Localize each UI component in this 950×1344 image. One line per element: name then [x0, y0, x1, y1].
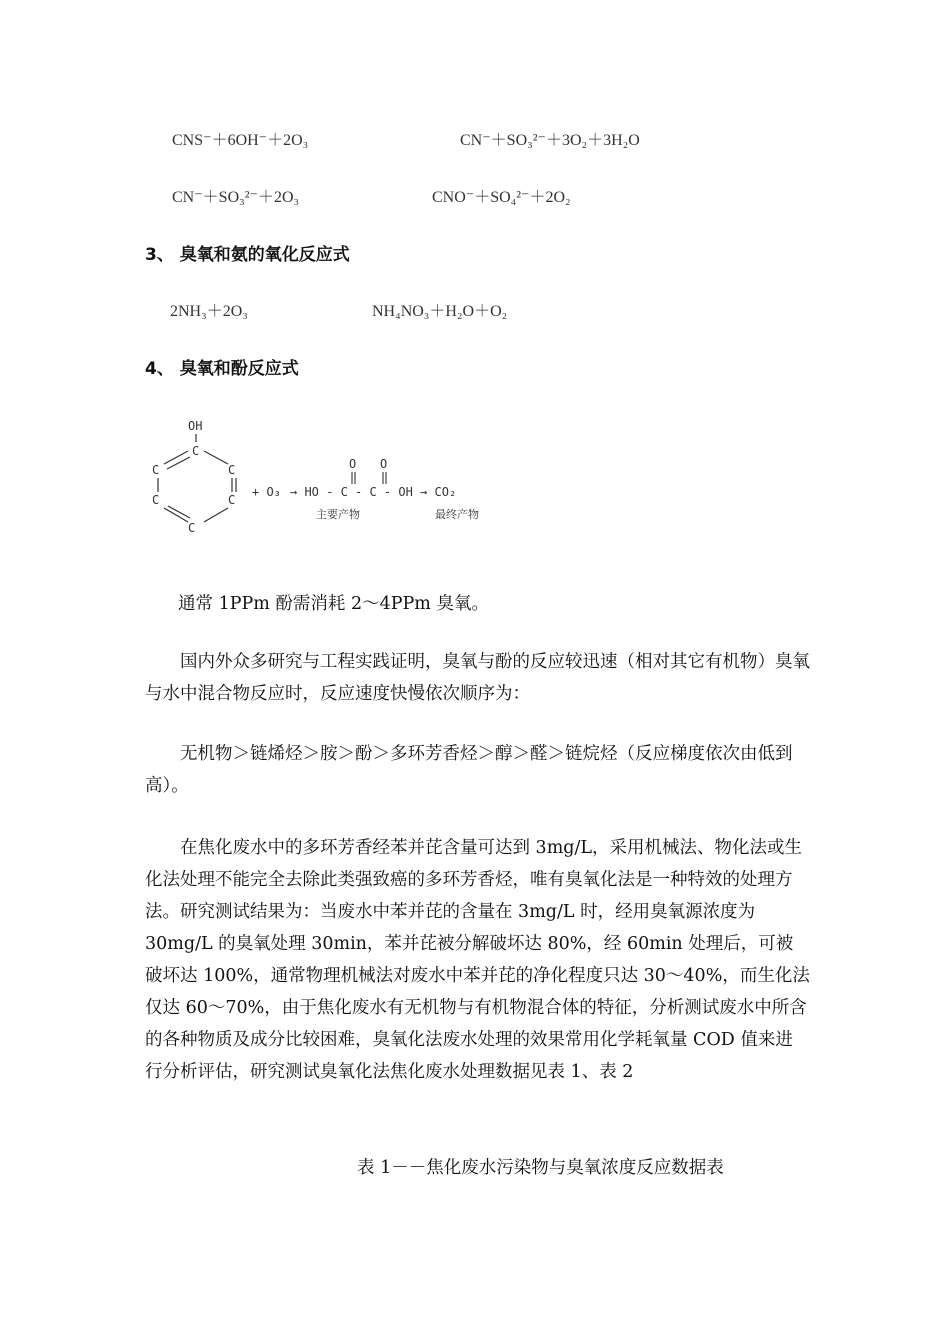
atom-c3: C — [228, 463, 236, 477]
equation-ammonia-left: 2NH₃＋2O₃ — [170, 303, 248, 320]
paragraph-phenol-ratio: 通常 1PPm 酚需消耗 2～4PPm 臭氧。 — [178, 594, 489, 614]
atom-c1: C — [192, 444, 200, 458]
ring-bonds — [158, 451, 236, 522]
paragraph-benzopyrene: 在焦化废水中的多环芳香经苯并芘含量可达到 3mg/L，采用机械法、物化法或生化法处理不能完全去除此类强致癌的多环芳香烃，唯有臭氧化法是一种特效的处理方法。研究测试结果为：当废水中苯并芘的含量在 3mg/L 时，经用臭氧源浓度为 30mg/L 的臭氧处理 30min，苯并芘被分解破坏达 80%，经 60min 处理后，可被破坏达 100%，通常物理机械法对废水中苯并芘的净化程度只达 30～40%，而生化法仅达 60～70%，由于焦化废水有无机物与有机物混合体的特征，分析测试废水中所含的各种物质及成分比较困难，臭氧化法废水处理的效果常用化学耗氧量 COD 值来进行分析评估，研究测试臭氧化法焦化废水处理数据见表 1、表 2 — [145, 838, 810, 1082]
carbonyl-o-2: O — [380, 457, 388, 471]
atom-c4: C — [152, 493, 160, 507]
equation-cn-right: CNO⁻＋SO₄²⁻＋2O₂ — [432, 189, 571, 206]
table-caption: 表 1－－焦化废水污染物与臭氧浓度反应数据表 — [357, 1158, 724, 1178]
paragraph-reaction-order: 无机物＞链烯烃＞胺＞酚＞多环芳香烃＞醇＞醛＞链烷烃（反应梯度依次由低到高）。 — [145, 744, 793, 796]
atom-c6: C — [188, 521, 196, 535]
plus-ozone: + O₃ — [252, 485, 281, 499]
reaction-chain: → HO - C - C - OH → CO₂ — [290, 485, 457, 499]
atom-c5: C — [228, 493, 236, 507]
section-heading-ammonia: 3、 臭氧和氨的氧化反应式 — [145, 245, 350, 265]
label-final-product: 最终产物 — [435, 508, 479, 521]
phenol-reaction-diagram — [140, 410, 510, 550]
atom-c2: C — [152, 463, 160, 477]
atom-oh: OH — [188, 419, 203, 433]
carbonyl-o-1: O — [349, 457, 357, 471]
label-main-product: 主要产物 — [316, 508, 360, 521]
paragraph-reaction-order-intro: 国内外众多研究与工程实践证明，臭氧与酚的反应较迅速（相对其它有机物）臭氧与水中混合物反应时，反应速度快慢依次顺序为： — [145, 652, 810, 704]
equation-ammonia-right: NH₄NO₃＋H₂O＋O₂ — [372, 303, 508, 320]
equation-cns-right: CN⁻＋SO₃²⁻＋3O₂＋3H₂O — [460, 132, 640, 149]
equation-cns-left: CNS⁻＋6OH⁻＋2O₃ — [172, 132, 309, 149]
equation-cn-left: CN⁻＋SO₃²⁻＋2O₃ — [172, 189, 300, 206]
section-heading-phenol: 4、 臭氧和酚反应式 — [145, 359, 299, 379]
